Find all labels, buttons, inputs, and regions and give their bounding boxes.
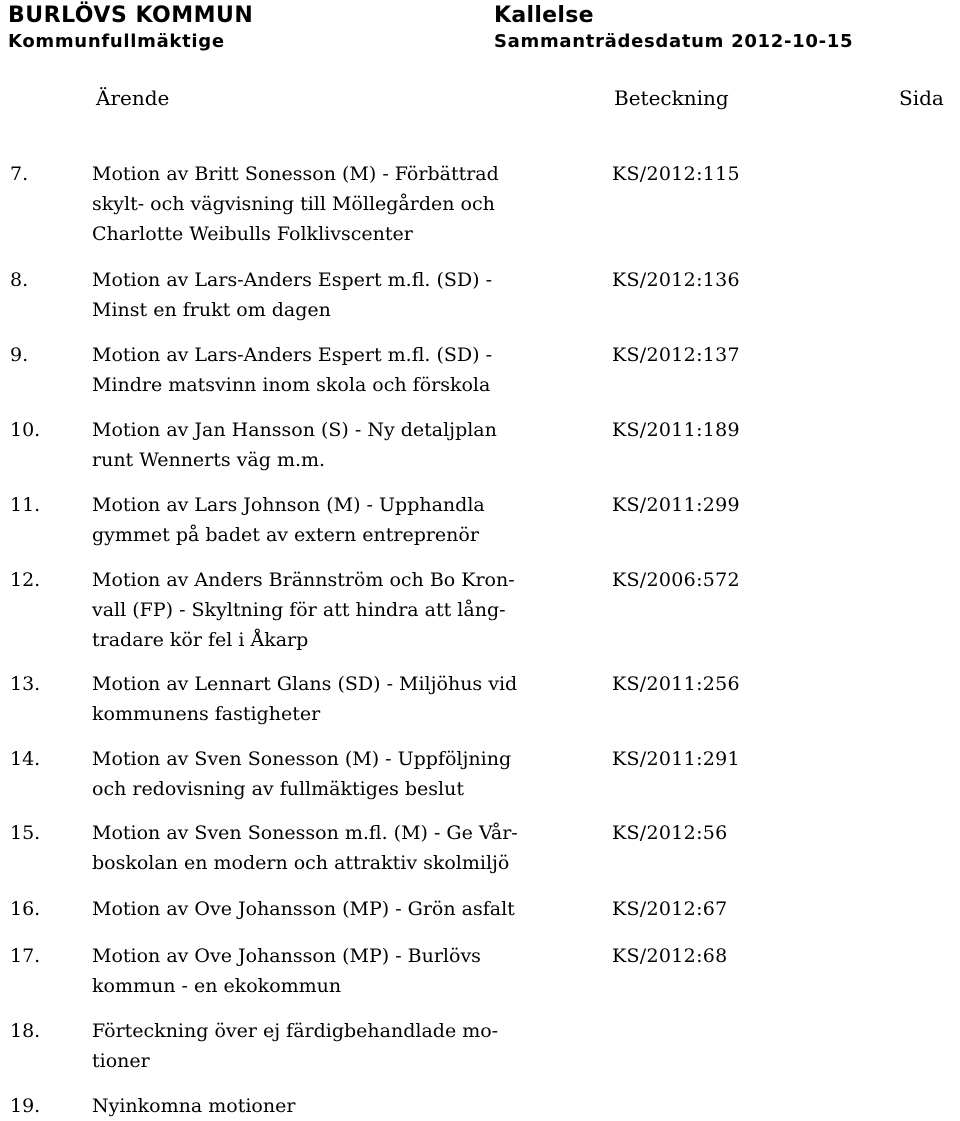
item-number: 10. (10, 419, 41, 441)
governing-body: Kommunfullmäktige (8, 31, 225, 52)
item-title: Motion av Lars-Anders Espert m.fl. (SD) - Minst en frukt om dagen (92, 269, 492, 321)
item-title: Nyinkomna motioner (92, 1095, 296, 1117)
column-header-item: Ärende (96, 86, 170, 110)
document-type: Kallelse (494, 3, 594, 28)
item-number: 14. (10, 748, 41, 770)
item-number: 8. (10, 269, 29, 291)
item-title: Motion av Lars-Anders Espert m.fl. (SD) - Mindre matsvinn inom skola och förskola (92, 344, 492, 396)
column-header-reference: Beteckning (614, 86, 729, 110)
item-title: Motion av Lennart Glans (SD) - Miljöhus vid kommunens fastigheter (92, 673, 518, 725)
item-title: Motion av Lars Johnson (M) - Upphandla gymmet på badet av extern entreprenör (92, 494, 485, 546)
meeting-date: Sammanträdesdatum 2012-10-15 (494, 31, 854, 52)
item-number: 13. (10, 673, 41, 695)
item-reference: KS/2006:572 (612, 569, 740, 591)
item-reference: KS/2011:189 (612, 419, 740, 441)
item-title: Motion av Sven Sonesson m.fl. (M) - Ge Vår- boskolan en modern och attraktiv skolmiljö (92, 822, 518, 874)
item-reference: KS/2012:67 (612, 898, 728, 920)
column-header-page: Sida (899, 86, 944, 110)
item-reference: KS/2012:115 (612, 163, 740, 185)
item-number: 18. (10, 1020, 41, 1042)
item-title: Förteckning över ej färdigbehandlade mo- tioner (92, 1020, 499, 1072)
item-number: 11. (10, 494, 41, 516)
item-number: 17. (10, 945, 41, 967)
item-title: Motion av Anders Brännström och Bo Kron- vall (FP) - Skyltning för att hindra att lång- tradare kör fel i Åkarp (92, 569, 515, 651)
item-number: 12. (10, 569, 41, 591)
item-title: Motion av Jan Hansson (S) - Ny detaljplan runt Wennerts väg m.m. (92, 419, 497, 471)
item-reference: KS/2012:137 (612, 344, 740, 366)
item-reference: KS/2011:299 (612, 494, 740, 516)
organization-name: BURLÖVS KOMMUN (8, 3, 254, 28)
item-title: Motion av Ove Johansson (MP) - Burlövs kommun - en ekokommun (92, 945, 481, 997)
item-reference: KS/2012:56 (612, 822, 728, 844)
item-reference: KS/2012:68 (612, 945, 728, 967)
item-title: Motion av Ove Johansson (MP) - Grön asfalt (92, 898, 515, 920)
item-reference: KS/2011:291 (612, 748, 740, 770)
item-title: Motion av Sven Sonesson (M) - Uppföljning och redovisning av fullmäktiges beslut (92, 748, 512, 800)
item-number: 7. (10, 163, 29, 185)
item-reference: KS/2011:256 (612, 673, 740, 695)
item-number: 9. (10, 344, 29, 366)
item-number: 15. (10, 822, 41, 844)
item-number: 19. (10, 1095, 41, 1117)
item-title: Motion av Britt Sonesson (M) - Förbättrad skylt- och vägvisning till Möllegården och Charlotte Weibulls Folklivscenter (92, 163, 499, 245)
item-number: 16. (10, 898, 41, 920)
item-reference: KS/2012:136 (612, 269, 740, 291)
